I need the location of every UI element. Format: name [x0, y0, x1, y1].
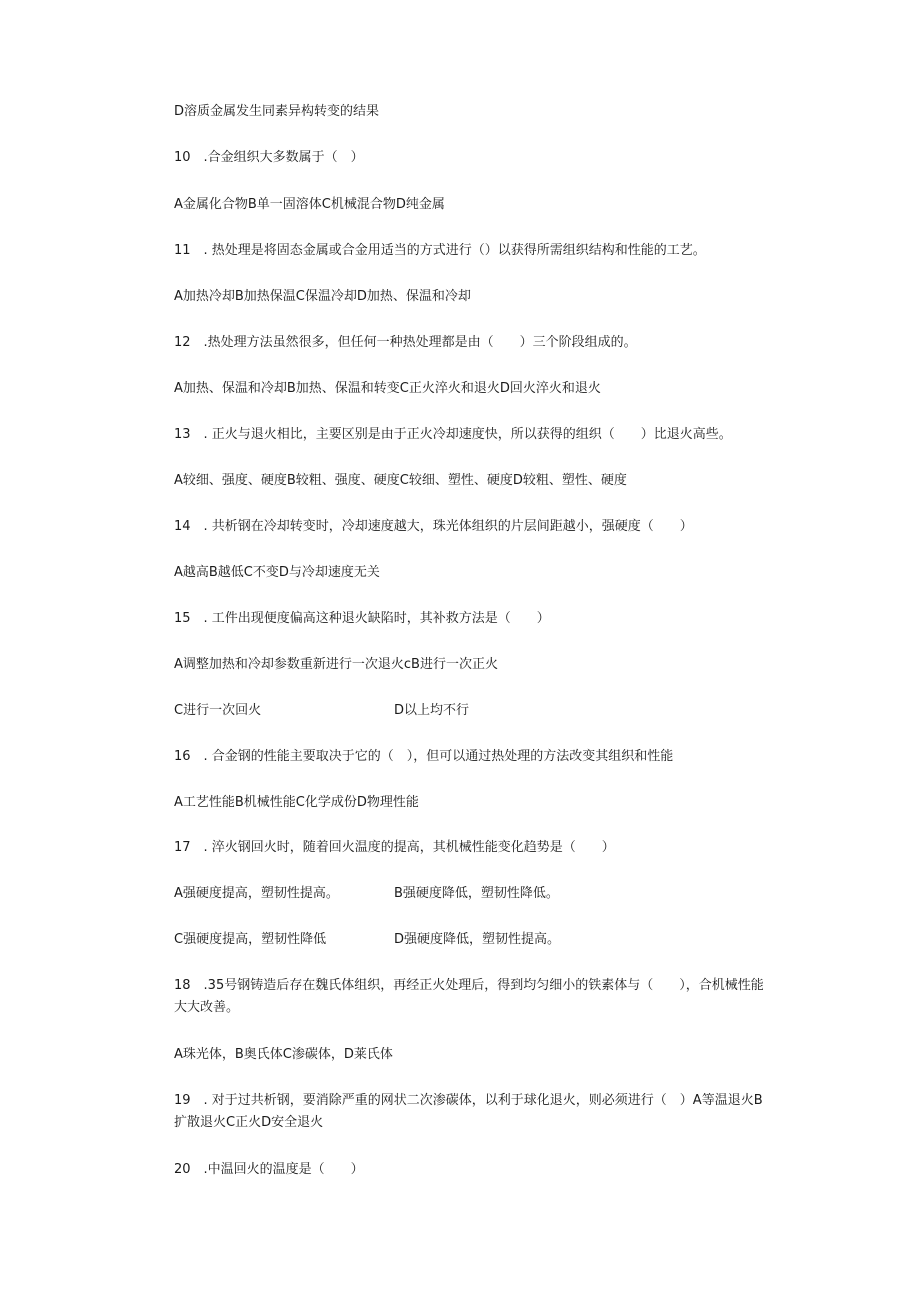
option-q15-d: D以上均不行 [394, 703, 470, 718]
question-13: 13 . 正火与退火相比，主要区别是由于正火冷却速度快，所以获得的组织（ ）比退火高些。 [174, 427, 732, 442]
options-q17-cd [174, 929, 561, 951]
option-q17-c: C强硬度提高，塑韧性降低 [174, 932, 327, 947]
question-18: 18 .35号钢铸造后存在魏氏体组织，再经正火处理后，得到均匀细小的铁素体与（ ），合机械性能大大改善。 [174, 978, 764, 1015]
options-q16: A工艺性能B机械性能C化学成份D物理性能 [174, 795, 419, 810]
question-14: 14 . 共析钢在冷却转变时，冷却速度越大，珠光体组织的片层间距越小，强硬度（ ） [174, 519, 693, 534]
option-q17-a: A强硬度提高，塑韧性提高。 [174, 886, 339, 901]
option-q17-d: D强硬度降低，塑韧性提高。 [394, 932, 561, 947]
options-q14: A越高B越低C不变D与冷却速度无关 [174, 565, 380, 580]
options-q15-ab: A调整加热和冷却参数重新进行一次退火cB进行一次正火 [174, 657, 498, 672]
options-q15-cd [174, 700, 470, 722]
options-q10: A金属化合物B单一固溶体C机械混合物D纯金属 [174, 197, 445, 212]
options-q12: A加热、保温和冷却B加热、保温和转变C正火淬火和退火D回火淬火和退火 [174, 381, 601, 396]
question-15: 15 . 工件出现便度偏高这种退火缺陷时，其补救方法是（ ） [174, 611, 550, 626]
question-17: 17 . 淬火钢回火时，随着回火温度的提高，其机械性能变化趋势是（ ） [174, 840, 615, 855]
option-line-q9-d: D溶质金属发生同素异构转变的结果 [174, 104, 380, 119]
question-20: 20 .中温回火的温度是（ ） [174, 1162, 364, 1177]
question-11: 11 . 热处理是将固态金属或合金用适当的方式进行（）以获得所需组织结构和性能的工艺。 [174, 243, 706, 258]
options-q11: A加热冷却B加热保温C保温冷却D加热、保温和冷却 [174, 289, 471, 304]
options-q13: A较细、强度、硬度B较粗、强度、硬度C较细、塑性、硬度D较粗、塑性、硬度 [174, 473, 627, 488]
option-q15-c: C进行一次回火 [174, 703, 262, 718]
question-16: 16 . 合金钢的性能主要取决于它的（ ），但可以通过热处理的方法改变其组织和性能 [174, 749, 674, 764]
options-q17-ab [174, 883, 559, 905]
option-q17-b: B强硬度降低，塑韧性降低。 [394, 886, 559, 901]
question-12: 12 .热处理方法虽然很多，但任何一种热处理都是由（ ）三个阶段组成的。 [174, 335, 637, 350]
options-q18: A珠光体，B奥氏体C渗碳体，D莱氏体 [174, 1047, 393, 1062]
question-19: 19 . 对于过共析钢，要消除严重的网状二次渗碳体，以利于球化退火，则必须进行（ ）A等温退火B扩散退火C正火D安全退火 [174, 1093, 763, 1130]
question-10: 10 .合金组织大多数属于（ ） [174, 150, 364, 165]
